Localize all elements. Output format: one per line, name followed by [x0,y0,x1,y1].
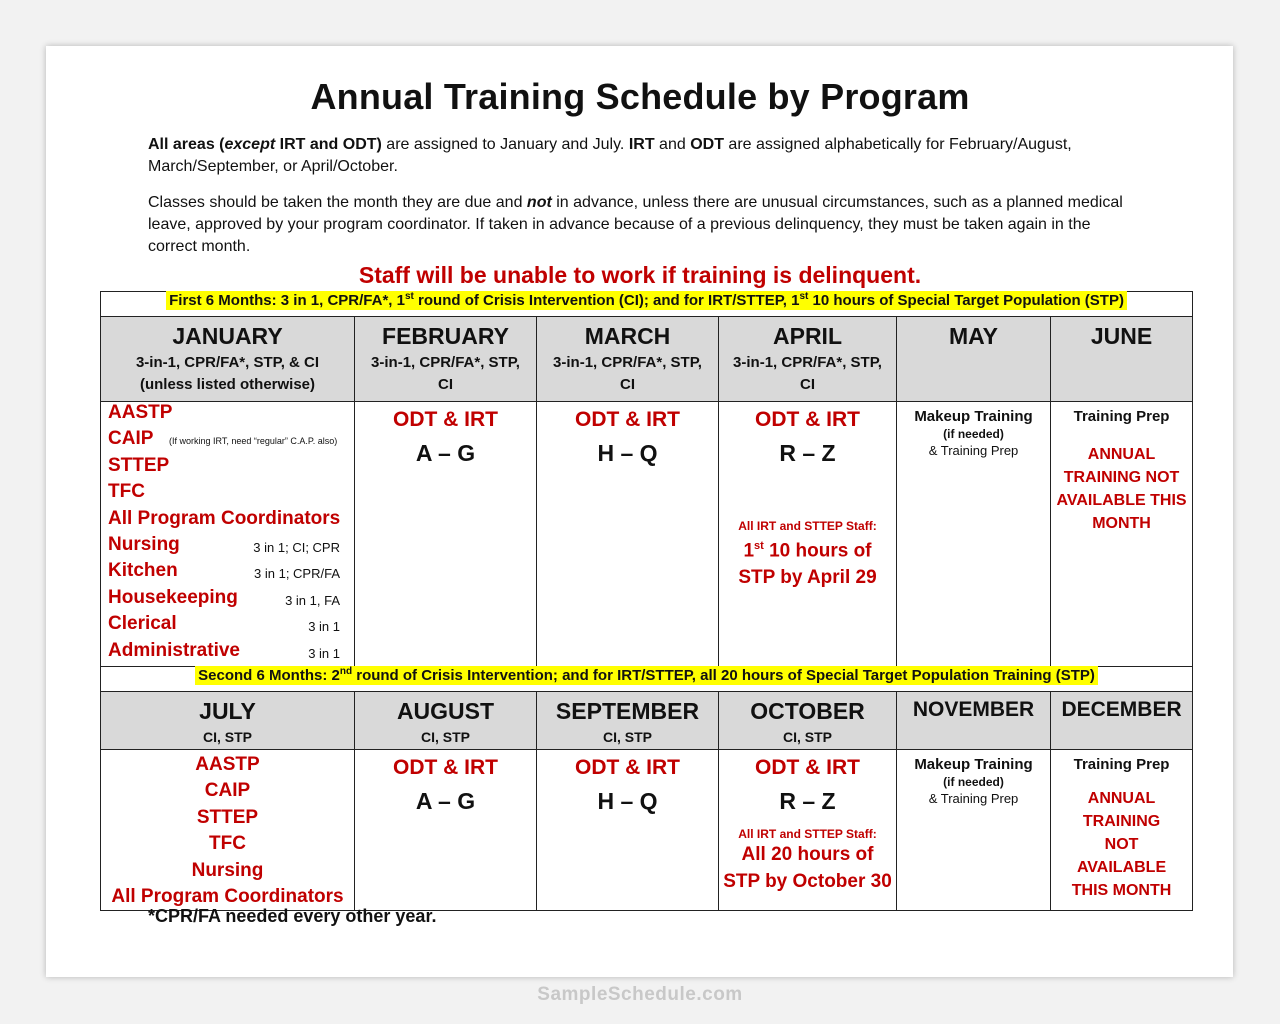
january-program-row [101,481,354,507]
second-half-banner: Second 6 Months: 2nd round of Crisis Intervention; and for IRT/STTEP, all 20 hours of Special Target Population Training (STP) [101,666,1193,691]
may-cell: Makeup Training (if needed) & Training Prep [897,402,1051,667]
caip-note: (If working IRT, need “regular” C.A.P. also) [169,436,338,447]
january-program-row [101,534,354,560]
april-cell: ODT & IRT R – Z All IRT and STTEP Staff: 1st 10 hours of STP by April 29 [719,402,897,667]
january-program-row [101,428,354,454]
month-header-december: DECEMBER [1051,691,1193,749]
program-name: TFC [108,481,145,503]
month-header-april: APRIL 3-in-1, CPR/FA*, STP, CI [719,317,897,402]
january-program-row [101,613,354,639]
july-program-item: Nursing [191,859,264,881]
march-cell: ODT & IRT H – Q [537,402,719,667]
july-program-item: TFC [209,833,246,855]
program-requirements: 3 in 1; CI; CPR [253,539,340,555]
month-header-july: JULY CI, STP [101,691,355,749]
month-header-september: SEPTEMBER CI, STP [537,691,719,749]
february-cell: ODT & IRT A – G [355,402,537,667]
page-title: Annual Training Schedule by Program [310,76,970,117]
april-stp-deadline: 1st 10 hours of [743,540,872,562]
july-program-list [101,750,354,910]
first-half-content-row [101,402,1193,667]
december-cell: Training Prep ANNUAL TRAINING NOT AVAILABLE THIS MONTH [1051,749,1193,910]
program-name: Nursing [108,533,180,555]
month-header-january: JANUARY 3-in-1, CPR/FA*, STP, & CI (unless listed otherwise) [101,317,355,402]
january-programs-cell [101,402,355,667]
month-header-august: AUGUST CI, STP [355,691,537,749]
program-name: CAIP [108,428,154,450]
july-program-item: CAIP [204,780,251,802]
november-cell: Makeup Training (if needed) & Training Prep [897,749,1051,910]
month-header-june: JUNE [1051,317,1193,402]
september-cell: ODT & IRT H – Q [537,749,719,910]
month-header-february: FEBRUARY 3-in-1, CPR/FA*, STP, CI [355,317,537,402]
program-name: AASTP [108,402,173,423]
second-half-content-row [101,749,1193,910]
cpr-footnote: *CPR/FA needed every other year. [148,906,437,926]
january-program-row [101,560,354,586]
july-program-item: All Program Coordinators [111,885,344,907]
program-name: Kitchen [108,560,178,582]
july-program-item: STTEP [196,806,259,828]
first-half-month-header-row [101,317,1193,402]
october-cell: ODT & IRT R – Z All IRT and STTEP Staff: All 20 hours of STP by October 30 [719,749,897,910]
august-cell: ODT & IRT A – G [355,749,537,910]
program-name: Clerical [108,613,177,635]
second-half-banner-row [101,666,1193,691]
january-program-list [101,402,354,666]
intro-paragraph-1: All areas (except IRT and ODT) are assigned to January and July. IRT and ODT are assigned alphabetically for February/August, March/September, or April/October. [148,136,1072,175]
second-half-month-header-row [101,691,1193,749]
month-header-october: OCTOBER CI, STP [719,691,897,749]
month-header-november: NOVEMBER [897,691,1051,749]
program-name: STTEP [108,454,170,476]
program-name: Administrative [108,639,240,661]
july-programs-cell [101,749,355,910]
intro-paragraph-2: Classes should be taken the month they are due and not in advance, unless there are unusual circumstances, such as a planned medical leave, approved by your program coordinator. If taken in advance because of a previous delinquency, they must be taken again in the correct month. [148,194,1123,255]
month-header-march: MARCH 3-in-1, CPR/FA*, STP, CI [537,317,719,402]
first-half-banner: First 6 Months: 3 in 1, CPR/FA*, 1st round of Crisis Intervention (CI); and for IRT/STTEP, 1st 10 hours of Special Target Population (STP) [101,292,1193,317]
program-requirements: 3 in 1; CPR/FA [254,566,340,582]
first-half-banner-row [101,292,1193,317]
delinquency-warning: Staff will be unable to work if training is delinquent. [358,262,922,288]
january-program-row [101,640,354,666]
program-requirements: 3 in 1 [308,645,340,661]
january-program-row [101,455,354,481]
program-name: All Program Coordinators [108,507,341,529]
site-watermark: SampleSchedule.com [537,984,743,1005]
january-program-row [101,587,354,613]
program-requirements: 3 in 1 [308,619,340,635]
schedule-table [100,291,1193,911]
january-program-row [101,402,354,428]
month-header-may: MAY [897,317,1051,402]
january-program-row [101,508,354,534]
program-name: Housekeeping [108,586,238,608]
july-program-item: AASTP [195,753,260,775]
june-cell: Training Prep ANNUAL TRAINING NOT AVAILABLE THIS MONTH [1051,402,1193,667]
program-requirements: 3 in 1, FA [285,592,340,608]
